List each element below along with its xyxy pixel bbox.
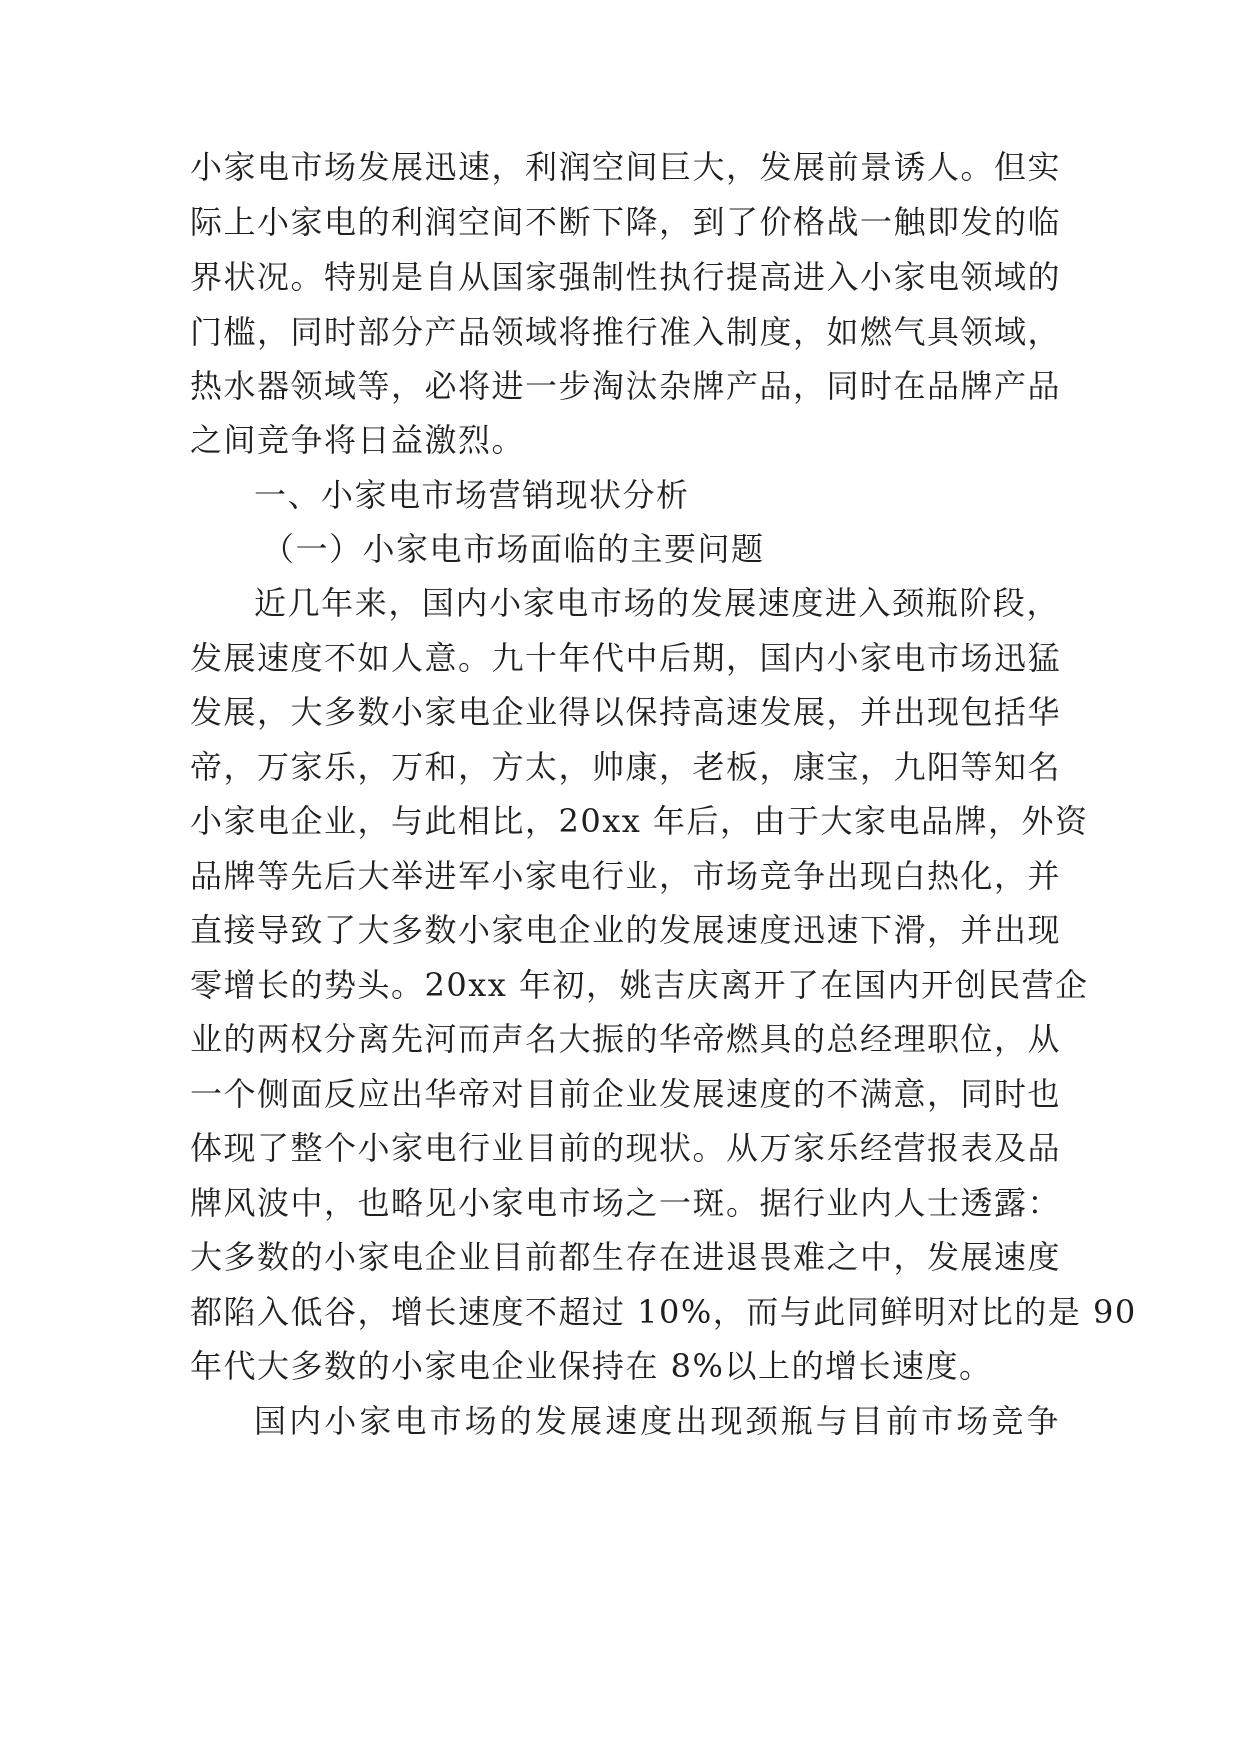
- subsection-heading: （一）小家电市场面临的主要问题: [262, 530, 765, 568]
- paragraph-1-line-1: 小家电市场发展迅速，利润空间巨大，发展前景诱人。但实: [190, 148, 1062, 186]
- paragraph-1-line-4: 门槛，同时部分产品领域将推行准入制度，如燃气具领域，: [190, 313, 1062, 351]
- paragraph-2-line-9: 业的两权分离先河而声名大振的华帝燃具的总经理职位，从: [190, 1020, 1062, 1058]
- paragraph-2-line-4: 帝，万家乐，万和，方太，帅康，老板，康宝，九阳等知名: [190, 748, 1062, 786]
- paragraph-2-line-12: 牌风波中，也略见小家电市场之一斑。据行业内人士透露：: [190, 1184, 1062, 1222]
- paragraph-2-line-15: 年代大多数的小家电企业保持在 8%以上的增长速度。: [190, 1347, 993, 1385]
- paragraph-2-line-7: 直接导致了大多数小家电企业的发展速度迅速下滑，并出现: [190, 911, 1062, 949]
- paragraph-2-line-8: 零增长的势头。20xx 年初，姚吉庆离开了在国内开创民营企: [190, 966, 1089, 1004]
- section-heading: 一、小家电市场营销现状分析: [254, 476, 690, 514]
- paragraph-2-line-3: 发展，大多数小家电企业得以保持高速发展，并出现包括华: [190, 693, 1062, 731]
- paragraph-3-line-1: 国内小家电市场的发展速度出现颈瓶与目前市场竞争: [254, 1402, 1060, 1440]
- paragraph-2-line-2: 发展速度不如人意。九十年代中后期，国内小家电市场迅猛: [190, 639, 1062, 677]
- paragraph-2-line-1: 近几年来，国内小家电市场的发展速度进入颈瓶阶段，: [254, 584, 1060, 622]
- paragraph-2-line-11: 体现了整个小家电行业目前的现状。从万家乐经营报表及品: [190, 1129, 1062, 1167]
- paragraph-2-line-13: 大多数的小家电企业目前都生存在进退畏难之中，发展速度: [190, 1238, 1062, 1276]
- paragraph-2-line-14: 都陷入低谷，增长速度不超过 10%，而与此同鲜明对比的是 90: [190, 1293, 1137, 1331]
- paragraph-1-line-3: 界状况。特别是自从国家强制性执行提高进入小家电领域的: [190, 258, 1062, 296]
- paragraph-2-line-5: 小家电企业，与此相比，20xx 年后，由于大家电品牌，外资: [190, 802, 1089, 840]
- paragraph-2-line-6: 品牌等先后大举进军小家电行业，市场竞争出现白热化，并: [190, 857, 1062, 895]
- paragraph-1-line-6: 之间竞争将日益激烈。: [190, 421, 526, 459]
- paragraph-1-line-2: 际上小家电的利润空间不断下降，到了价格战一触即发的临: [190, 203, 1062, 241]
- paragraph-1-line-5: 热水器领域等，必将进一步淘汰杂牌产品，同时在品牌产品: [190, 367, 1062, 405]
- paragraph-2-line-10: 一个侧面反应出华帝对目前企业发展速度的不满意，同时也: [190, 1075, 1062, 1113]
